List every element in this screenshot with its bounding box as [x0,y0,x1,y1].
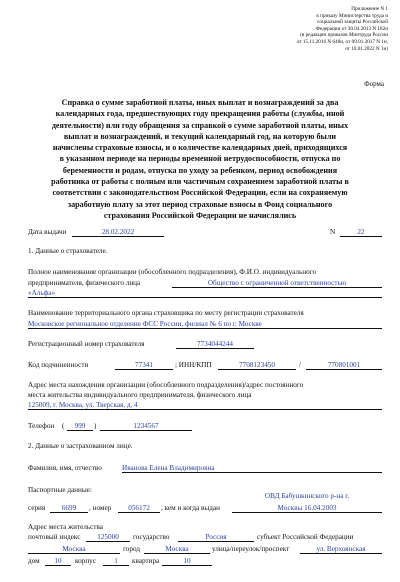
appendix-line: Приложение N 1 [351,6,388,12]
city-field[interactable]: Москва [144,545,210,554]
org-address-text: 125009, г. Москва, ул. Тверская, д. 4 [28,401,138,409]
phone-label: Телефон [28,422,55,430]
title-line: страхования Российской Федерации не начислялись [103,210,297,220]
city-label: город [123,545,140,553]
street-label: улица/переулок/проспект [212,545,290,553]
subject-label: субъект Российской Федерации [257,533,354,541]
title-line: начислены страховые взносы, и о количестве календарных дней, приходящихся [52,143,348,153]
org-name-label-cont: предпринимателя, физического лица [28,279,141,287]
title-line: Справка о сумме заработной платы, иных выплат и вознаграждений за два [61,98,339,107]
document-title [30,97,370,221]
inn-field[interactable]: 7708123450 [218,361,296,370]
appendix-line: Федерации от 30.04.2013 N 182н [315,25,388,32]
certificate-number-field[interactable]: 22 [340,228,382,237]
org-name-field[interactable]: Общество с ограниченной ответственностью [172,279,382,288]
org-name-field-cont-text: «Альфа» [28,289,56,297]
issue-date-field[interactable]: 28.02.2022 [72,228,164,237]
passport-issued-label: , кем и когда выдан [161,504,220,512]
apartment-label: квартира [132,557,160,565]
passport-issued-line1: ОВД Бабушкинского р-на г. [264,492,350,500]
phone-code-open-paren: ( [62,422,65,430]
appendix-line: социальной защиты Российской [317,19,388,26]
fio-label: Фамилия, имя, отчество [28,464,102,472]
passport-issued-field[interactable]: Москвы 16.04.2003 [232,504,382,513]
postal-code-field[interactable]: 125000 [86,533,130,542]
title-line: заработную плату за этот период страховые взносы в Фонд социального [67,199,333,209]
title-line: работника от работы с полным или частичным сохранением заработной платы в [51,177,349,187]
country-field[interactable]: Россия [178,533,254,542]
title-line: деятельности) или году обращения за справкой о сумме заработной платы, иных [51,120,349,130]
section1-heading: 1. Данные о страхователе. [28,247,108,255]
passport-label: Паспортные данные: [28,486,92,494]
passport-series-field[interactable]: 6699 [50,504,88,513]
country-label: государство [133,533,170,541]
inn-kpp-separator: / [299,361,301,369]
phone-number-field[interactable]: 1234567 [100,422,192,431]
issue-date-label: Дата выдачи [28,228,67,236]
subordination-code-field[interactable]: 77341 [115,361,173,370]
inn-kpp-label: ; ИНН/КПП [175,361,212,369]
passport-series-label: серия [28,504,46,512]
appendix-line: от 15.11.2016 N 648н, от 09.01.2017 N 1н, [296,38,388,45]
regnum-field[interactable]: 7734044244 [176,340,254,349]
house-label: дом [28,557,40,565]
fio-field[interactable] [122,464,382,473]
subject-field[interactable]: Москва [28,545,120,554]
territorial-body-label: Наименование территориального органа страховщика по месту регистрации страхователя [28,309,304,317]
territorial-body-field[interactable] [28,320,382,329]
regnum-label: Регистрационный номер страхователя [28,340,145,348]
form-label: Форма [364,80,384,88]
org-name-field-cont[interactable] [28,289,382,298]
street-field[interactable]: ул. Верхоянская [300,545,382,554]
title-line: календарных года, предшествующих году прекращения работы (службы, иной [55,109,345,119]
title-line: соответствии с законодательством Российской Федерации, если на сохраняемую [52,188,348,198]
fio-text: Иванова Елена Владимировна [122,464,215,472]
section2-heading: 2. Данные о застрахованном лице. [28,442,133,450]
title-line: выплат и вознаграждений, и текущий календарный год, на которую были [63,131,337,141]
passport-number-label: , номер [89,504,112,512]
apartment-field[interactable]: 10 [162,557,212,566]
building-field[interactable]: 1 [103,557,129,566]
kpp-field[interactable]: 770801001 [306,361,382,370]
appendix-line: (в редакции приказов Минтруда России [300,32,388,39]
org-name-label: Полное наименование организации (обособленного подразделения), Ф.И.О. индивидуального [28,268,317,276]
passport-number-field[interactable]: 056172 [118,504,160,513]
postal-code-label: почтовый индекс [28,533,81,541]
phone-code-close-paren: ) [94,422,97,430]
territorial-body-text: Московское региональное отделение ФСС России, филиал № 6 по г. Москве [28,320,262,328]
subordination-code-label: Код подчиненности [28,361,89,369]
building-label: корпус [75,557,96,565]
title-line: в указанном периоде на периоды временной нетрудоспособности, отпуска по [59,154,341,164]
org-address-label-cont: места жительства индивидуального предпринимателя, физического лица [28,391,252,399]
house-field[interactable]: 10 [45,557,71,566]
appendix-line: от 10.01.2022 N 1н) [345,45,388,52]
title-line: беременности и родам, отпуска по уходу за ребенком, период освобождения [62,165,338,175]
appendix-line: к приказу Министерства труда и [316,12,388,19]
org-address-label: Адрес места нахождения организации (обособленного подразделения)/адрес постоянного [28,381,304,389]
appendix-note [188,6,388,52]
residence-label: Адрес места жительства [28,523,103,531]
certificate-number-label: N [330,228,336,236]
phone-code-field[interactable]: 999 [67,422,93,431]
org-address-field[interactable] [28,401,382,410]
